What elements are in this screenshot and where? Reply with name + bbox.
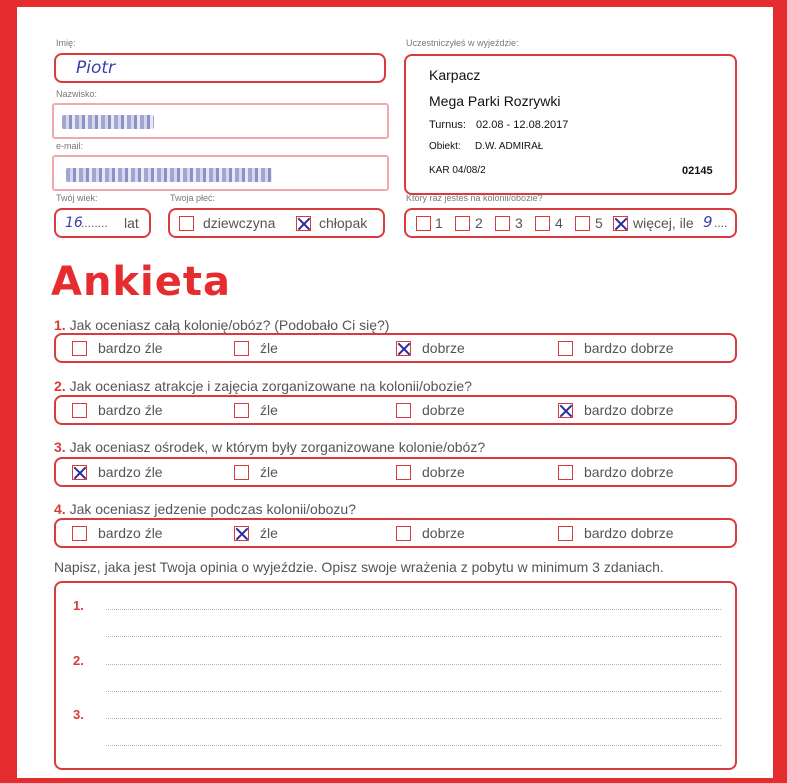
opinion-line-number: 3. [73, 707, 84, 722]
answer-label: dobrze [422, 525, 465, 541]
times-1-label: 1 [435, 215, 443, 231]
email-redacted [66, 168, 272, 182]
gender-girl-checkbox[interactable] [179, 216, 194, 231]
times-1-checkbox[interactable] [416, 216, 431, 231]
answer-checkbox[interactable] [72, 341, 87, 356]
times-5-checkbox[interactable] [575, 216, 590, 231]
answer-checkbox[interactable] [234, 526, 249, 541]
obiekt-label: Obiekt: [429, 141, 461, 152]
trip-name: Mega Parki Rozrywki [429, 93, 561, 109]
answer-row-3 [54, 457, 737, 487]
times-2-label: 2 [475, 215, 483, 231]
answer-label: bardzo źle [98, 525, 163, 541]
times-5-label: 5 [595, 215, 603, 231]
answer-checkbox[interactable] [396, 341, 411, 356]
answer-row-4 [54, 518, 737, 548]
question-number: 2. [54, 378, 66, 394]
answer-checkbox[interactable] [396, 403, 411, 418]
answer-label: źle [260, 402, 278, 418]
answer-label: bardzo dobrze [584, 402, 674, 418]
opinion-line-number: 2. [73, 653, 84, 668]
name-field[interactable] [54, 53, 386, 83]
opinion-box[interactable] [54, 581, 737, 770]
answer-label: bardzo dobrze [584, 525, 674, 541]
gender-boy-label: chłopak [319, 215, 368, 231]
opinion-line [106, 718, 721, 719]
age-field[interactable] [54, 208, 151, 238]
answer-checkbox[interactable] [72, 403, 87, 418]
gender-girl-label: dziewczyna [203, 215, 276, 231]
trip-info-box [404, 54, 737, 195]
answer-label: bardzo źle [98, 340, 163, 356]
answer-checkbox[interactable] [558, 526, 573, 541]
question-number: 4. [54, 501, 66, 517]
answer-checkbox[interactable] [558, 341, 573, 356]
answer-label: dobrze [422, 340, 465, 356]
question-number: 3. [54, 439, 66, 455]
obiekt-value: D.W. ADMIRAŁ [475, 141, 544, 152]
question-text: Jak oceniasz jedzenie podczas kolonii/obozu? [69, 501, 356, 517]
times-4-label: 4 [555, 215, 563, 231]
answer-checkbox[interactable] [558, 403, 573, 418]
opinion-line [106, 691, 721, 692]
surname-redacted [62, 115, 154, 129]
opinion-line [106, 664, 721, 665]
trip-label: Uczestniczyłeś w wyjeździe: [406, 38, 519, 48]
trip-number: 02145 [682, 165, 713, 177]
times-2-checkbox[interactable] [455, 216, 470, 231]
answer-checkbox[interactable] [72, 526, 87, 541]
answer-label: bardzo dobrze [584, 340, 674, 356]
times-more-value: 9 [703, 213, 713, 231]
question-2 [54, 378, 472, 394]
answer-checkbox[interactable] [396, 526, 411, 541]
age-value: 16 [65, 215, 83, 231]
opinion-line-number: 1. [73, 598, 84, 613]
surname-label: Nazwisko: [56, 89, 98, 99]
gender-label: Twoja płeć: [170, 193, 216, 203]
answer-checkbox[interactable] [558, 465, 573, 480]
answer-label: źle [260, 464, 278, 480]
question-number: 1. [54, 317, 66, 333]
question-1 [54, 317, 389, 333]
answer-label: bardzo dobrze [584, 464, 674, 480]
name-label: Imię: [56, 38, 76, 48]
times-field [404, 208, 737, 238]
opinion-line [106, 745, 721, 746]
question-3 [54, 439, 485, 455]
answer-checkbox[interactable] [396, 465, 411, 480]
age-dots: ........ [81, 216, 108, 230]
times-more-dots: .... [714, 216, 728, 230]
age-unit: lat [124, 215, 139, 231]
answer-row-1 [54, 333, 737, 363]
answer-label: dobrze [422, 464, 465, 480]
times-more-checkbox[interactable] [613, 216, 628, 231]
trip-code: KAR 04/08/2 [429, 165, 486, 176]
gender-field [168, 208, 385, 238]
opinion-line [106, 636, 721, 637]
answer-label: dobrze [422, 402, 465, 418]
times-more-label: więcej, ile [633, 215, 694, 231]
survey-title: Ankieta [51, 259, 231, 305]
email-label: e-mail: [56, 141, 84, 151]
times-3-checkbox[interactable] [495, 216, 510, 231]
times-label: Który raz jesteś na kolonii/obozie? [406, 193, 543, 203]
opinion-line [106, 609, 721, 610]
surname-field[interactable] [52, 103, 389, 139]
name-value: Piotr [76, 58, 116, 78]
email-field[interactable] [52, 155, 389, 191]
answer-checkbox[interactable] [234, 341, 249, 356]
answer-checkbox[interactable] [234, 465, 249, 480]
answer-label: źle [260, 525, 278, 541]
trip-place: Karpacz [429, 67, 481, 83]
gender-boy-checkbox[interactable] [296, 216, 311, 231]
question-text: Jak oceniasz atrakcje i zajęcia zorganizowane na kolonii/obozie? [69, 378, 472, 394]
turnus-value: 02.08 - 12.08.2017 [476, 119, 569, 131]
question-text: Jak oceniasz ośrodek, w którym były zorganizowane kolonie/obóz? [69, 439, 486, 455]
turnus-label: Turnus: [429, 119, 466, 131]
answer-checkbox[interactable] [234, 403, 249, 418]
answer-label: bardzo źle [98, 402, 163, 418]
times-4-checkbox[interactable] [535, 216, 550, 231]
opinion-prompt: Napisz, jaka jest Twoja opinia o wyjeździe. Opisz swoje wrażenia z pobytu w minimum 3 zdaniach. [54, 559, 664, 575]
answer-row-2 [54, 395, 737, 425]
times-3-label: 3 [515, 215, 523, 231]
answer-label: źle [260, 340, 278, 356]
answer-checkbox[interactable] [72, 465, 87, 480]
question-text: Jak oceniasz całą kolonię/obóz? (Podobało Ci się?) [69, 317, 390, 333]
age-label: Twój wiek: [56, 193, 98, 203]
answer-label: bardzo źle [98, 464, 163, 480]
question-4 [54, 501, 356, 517]
